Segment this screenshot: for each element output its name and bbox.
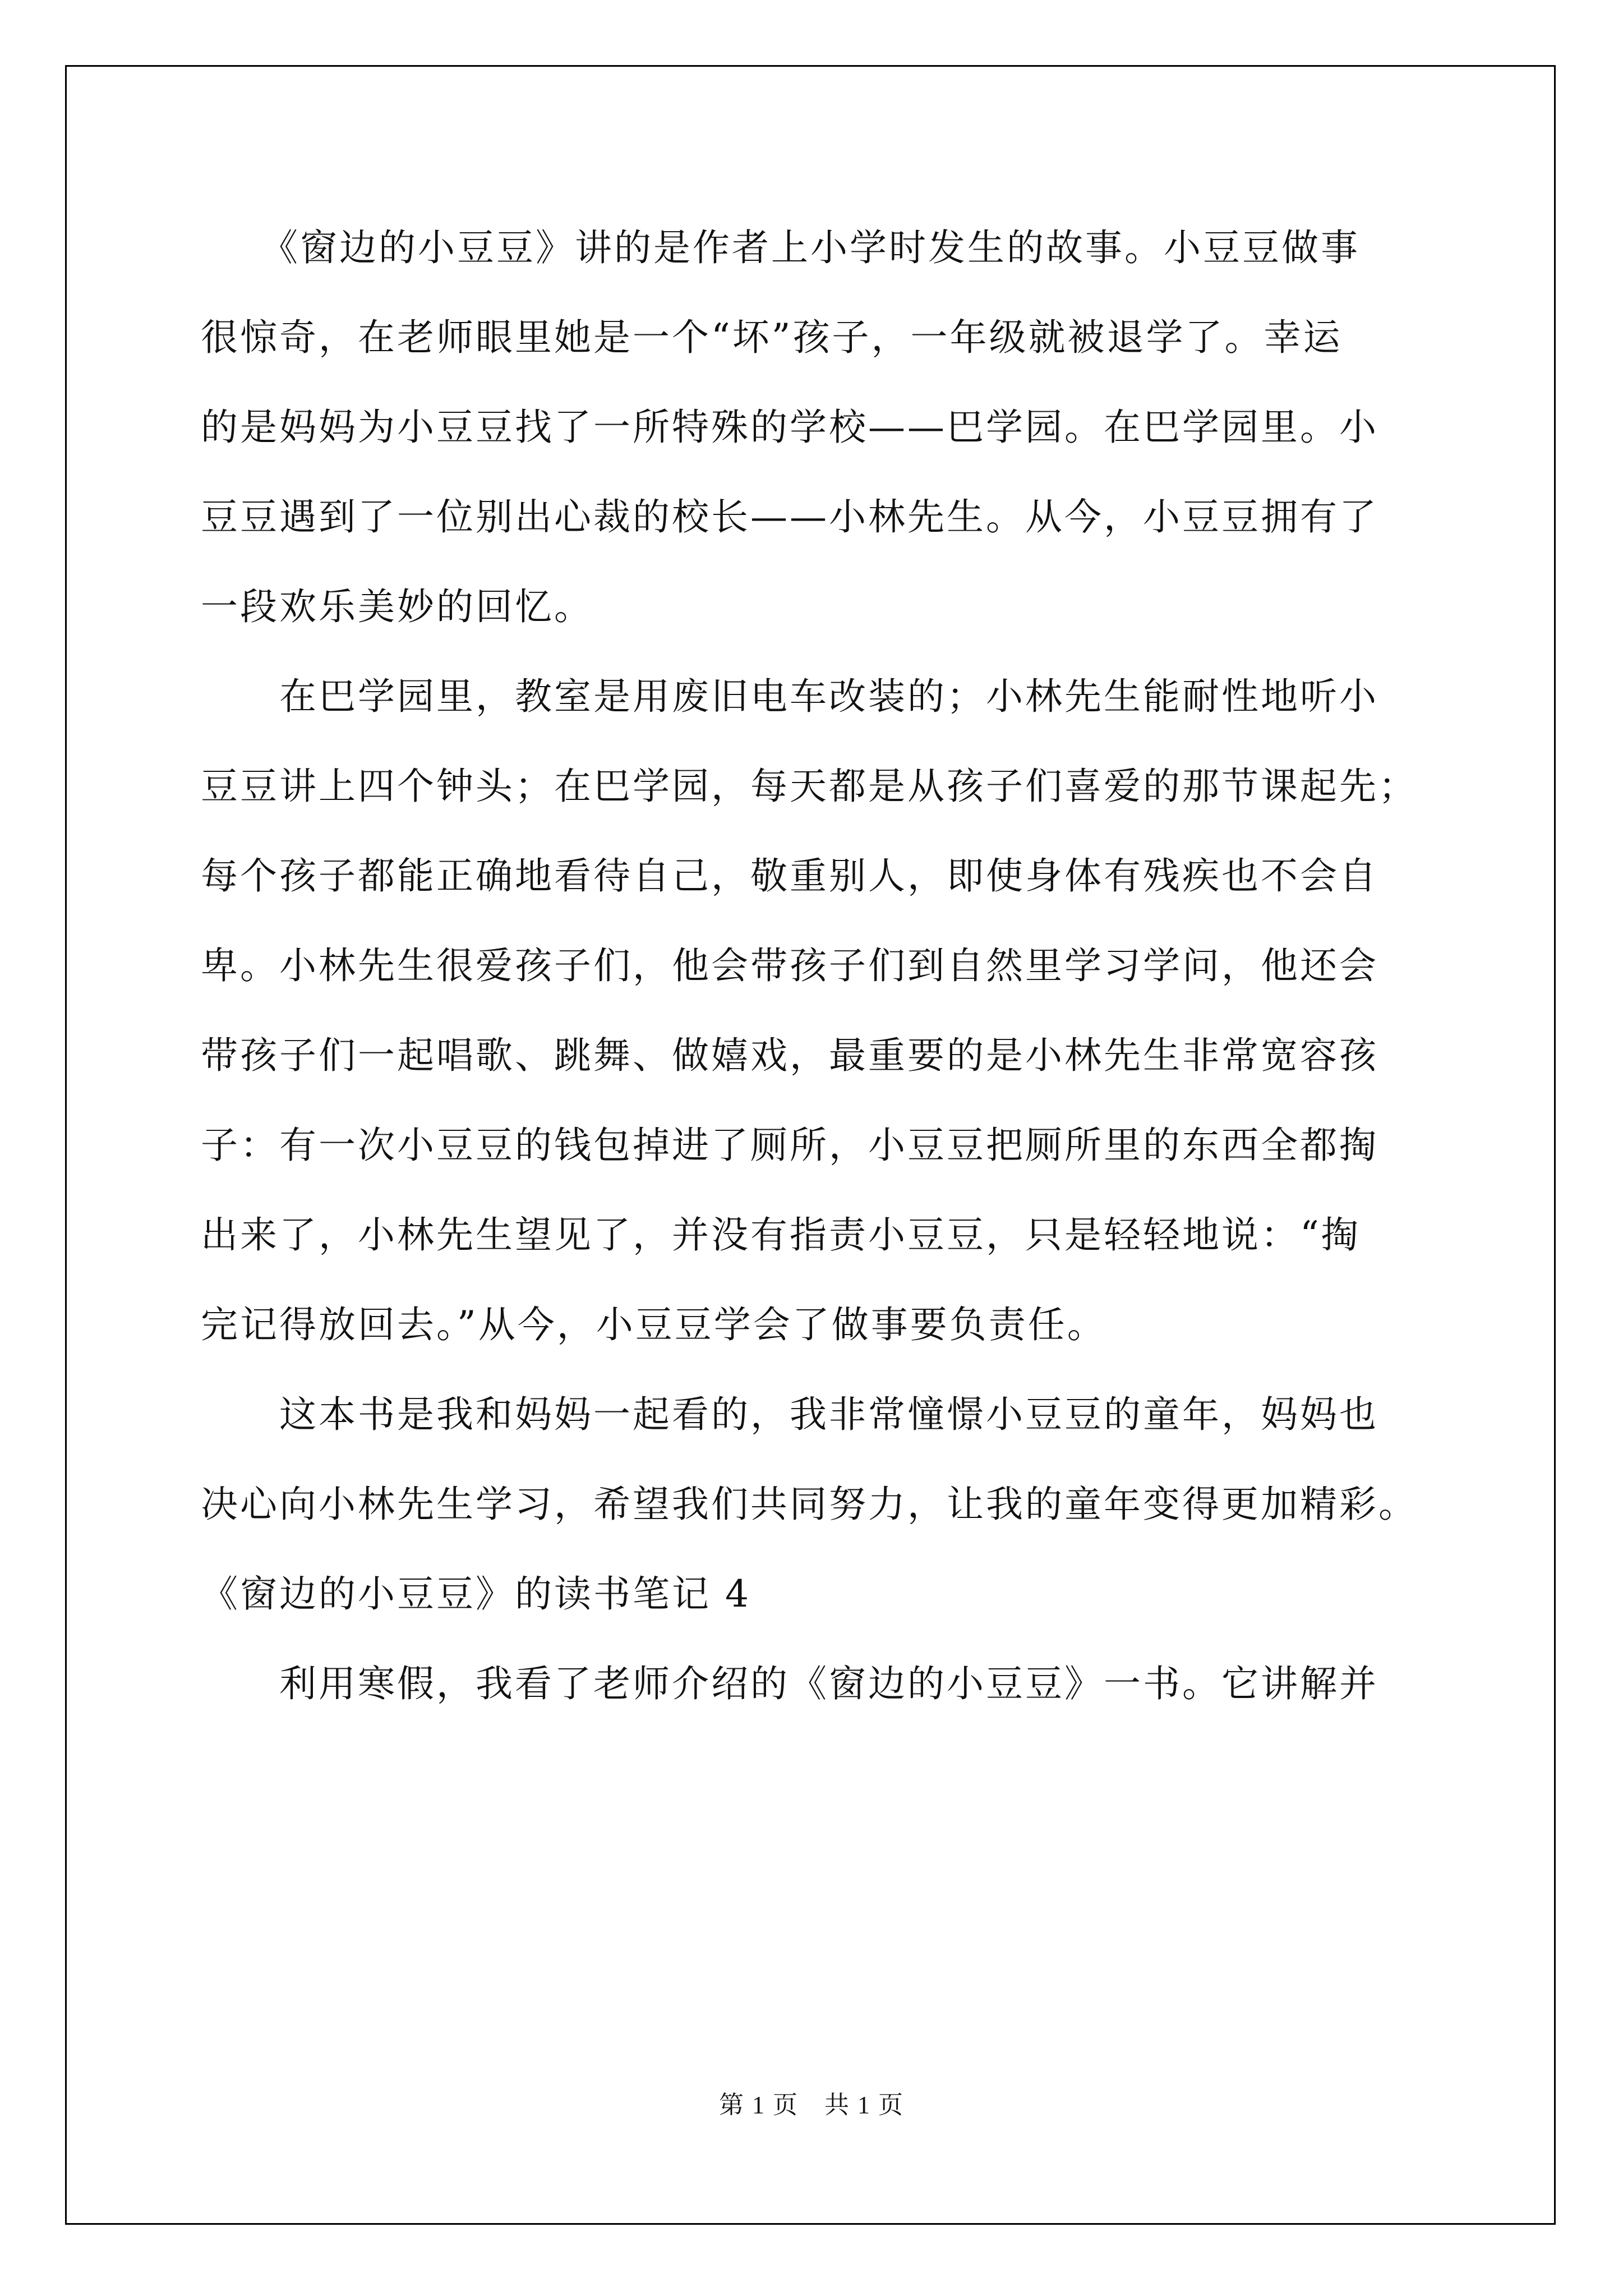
text-line: 很惊奇，在老师眼里她是一个“坏”孩子，一年级就被退学了。幸运 bbox=[201, 316, 1343, 359]
text-line: 的是妈妈为小豆豆找了一所特殊的学校——巴学园。在巴学园里。小 bbox=[201, 406, 1378, 449]
document-body bbox=[201, 203, 1429, 1729]
text-line: 出来了，小林先生望见了，并没有指责小豆豆，只是轻轻地说：“掏 bbox=[201, 1213, 1361, 1257]
text-line: 在巴学园里，教室是用废旧电车改装的；小林先生能耐性地听小 bbox=[201, 675, 1378, 718]
page-footer: 第 1 页 共 1 页 bbox=[719, 2091, 904, 2119]
text-line: 子：有一次小豆豆的钱包掉进了厕所，小豆豆把厕所里的东西全都掏 bbox=[201, 1124, 1378, 1167]
text-line: 利用寒假，我看了老师介绍的《窗边的小豆豆》一书。它讲解并 bbox=[201, 1662, 1378, 1705]
text-line: 决心向小林先生学习，希望我们共同努力，让我的童年变得更加精彩。 bbox=[201, 1483, 1418, 1526]
text-line: 豆豆讲上四个钟头；在巴学园，每天都是从孩子们喜爱的那节课起先； bbox=[201, 765, 1418, 808]
text-line: 《窗边的小豆豆》讲的是作者上小学时发生的故事。小豆豆做事 bbox=[201, 226, 1360, 269]
text-line: 带孩子们一起唱歌、跳舞、做嬉戏，最重要的是小林先生非常宽容孩 bbox=[201, 1034, 1378, 1077]
text-line: 完记得放回去。”从今，小豆豆学会了做事要负责任。 bbox=[201, 1303, 1106, 1346]
text-line: 一段欢乐美妙的回忆。 bbox=[201, 585, 593, 628]
text-line: 卑。小林先生很爱孩子们，他会带孩子们到自然里学习学问，他还会 bbox=[201, 944, 1378, 987]
text-line: 每个孩子都能正确地看待自己，敬重别人，即使身体有残疾也不会自 bbox=[201, 854, 1378, 898]
text-line: 这本书是我和妈妈一起看的，我非常憧憬小豆豆的童年，妈妈也 bbox=[201, 1393, 1378, 1436]
section-heading: 《窗边的小豆豆》的读书笔记 4 bbox=[201, 1572, 751, 1616]
text-line: 豆豆遇到了一位别出心裁的校长——小林先生。从今，小豆豆拥有了 bbox=[201, 495, 1378, 539]
